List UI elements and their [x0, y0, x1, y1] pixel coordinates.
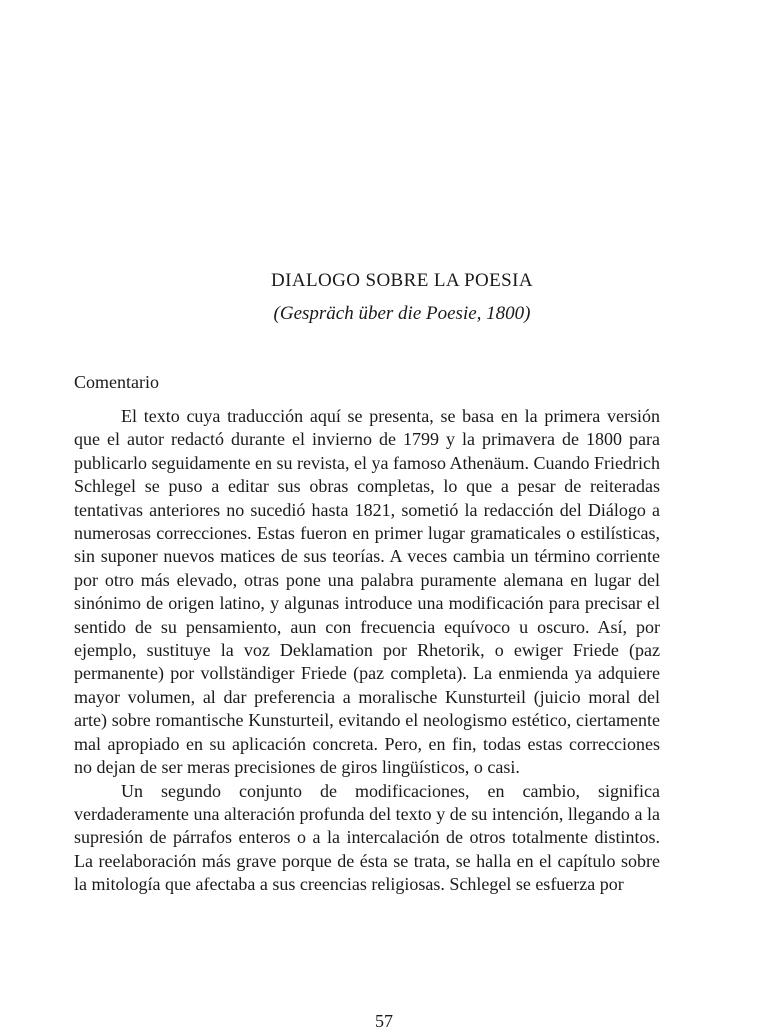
paragraph-1: El texto cuya traducción aquí se presenta, se basa en la primera versión que el autor redactó durante el invierno de 1799 y la primavera de 1800 para publicarlo seguidamente en su revista, el ya famoso Athenäum. Cuando Friedrich Schlegel se puso a editar sus obras completas, lo que a pesar de reiteradas tentativas anteriores no sucedió hasta 1821, sometió la redacción del Diálogo a numerosas correcciones. Estas fueron en primer lugar gramaticales o estilísticas, sin suponer nuevos matices de sus teorías. A veces cambia un término corriente por otro más elevado, otras pone una palabra puramente alemana en lugar del sinónimo de origen latino, y algunas introduce una modificación para precisar el sentido de su pensamiento, aun con frecuencia equívoco u oscuro. Así, por ejemplo, sustituye la voz Deklamation por Rhetorik, o ewiger Friede (paz permanente) por vollständiger Friede (paz completa). La enmienda ya adquiere mayor volumen, al dar preferencia a moralische Kunsturteil (juicio moral del arte) sobre romantische Kunsturteil, evitando el neologismo estético, ciertamente mal apropiado en su aplicación concreta. Pero, en fin, todas estas correcciones no dejan de ser meras precisiones de giros lingüísticos, o casi. [74, 406, 660, 778]
page-title: DIALOGO SOBRE LA POESIA [270, 270, 534, 291]
page-number: 57 [375, 1011, 393, 1031]
body-text [74, 405, 660, 897]
paragraph-2: Un segundo conjunto de modificaciones, en cambio, significa verdaderamente una alteración profunda del texto y de su intención, llegando a la supresión de párrafos enteros o a la intercalación de otros totalmente distintos. La reelaboración más grave porque de ésta se trata, se halla en el capítulo sobre la mitología que afectaba a sus creencias religiosas. Schlegel se esfuerza por [74, 780, 660, 895]
page-subtitle: (Gespräch über die Poesie, 1800) [273, 303, 531, 324]
section-heading: Comentario [74, 372, 159, 392]
